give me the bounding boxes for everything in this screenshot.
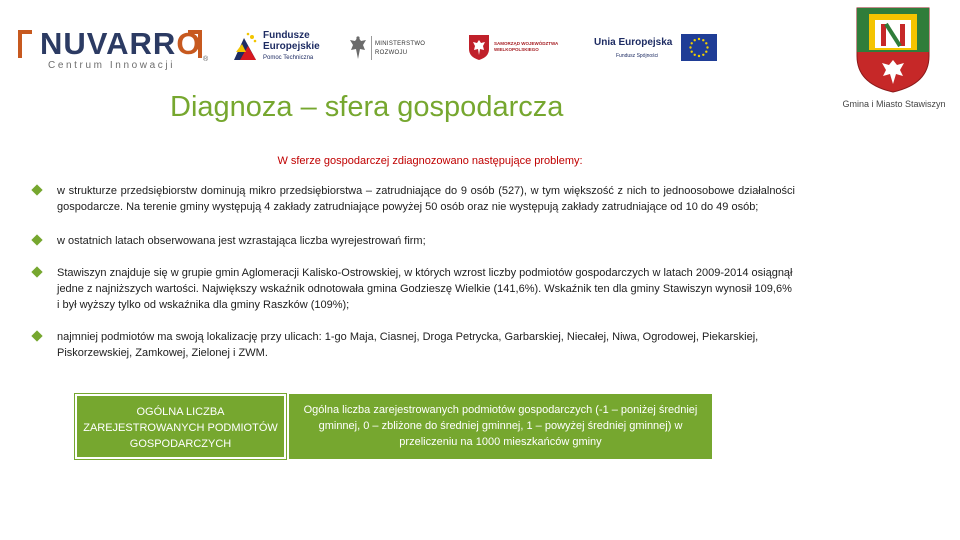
fe-line-2: Europejskie (263, 41, 320, 52)
legend-box-indicator: Ogólna liczba zarejestrowanych podmiotów gospodarczych (-1 – poniżej średniej gminnej, 0 – zbliżone do średniej gminnej, 1 – powyżej średniej gminnej) w przeliczeniu na 1000 mieszkańców gminy (289, 394, 712, 459)
registered-mark: ® (203, 56, 209, 63)
nuvarro-bracket-left (18, 30, 32, 58)
coat-of-arms-caption: Gmina i Miasto Stawiszyn (842, 99, 946, 109)
eu-flag-icon (681, 34, 717, 61)
list-item (30, 265, 795, 313)
fundusze-europejskie-logo (230, 28, 330, 68)
wlkp-line-1: SAMORZĄD WOJEWÓDZTWA (494, 41, 559, 46)
fundusze-europejskie-icon (232, 30, 258, 64)
diamond-bullet-icon (31, 184, 42, 195)
intro-text: W sferze gospodarczej zdiagnozowano następujące problemy: (277, 155, 583, 167)
fe-title (263, 30, 320, 52)
nuvarro-wordmark-main: NUVARR (40, 26, 177, 61)
list-item-text: w ostatnich latach obserwowana jest wzrastająca liczba wyrejestrowań firm; (57, 235, 426, 247)
fe-subtitle: Pomoc Techniczna (263, 55, 314, 61)
nuvarro-wordmark (40, 26, 201, 62)
page-title: Diagnoza – sfera gospodarcza (170, 91, 564, 123)
wlkp-text (494, 41, 558, 53)
ue-title: Unia Europejska (594, 37, 673, 48)
list-item-text: Stawiszyn znajduje się w grupie gmin Aglomeracji Kalisko-Ostrowskiej, w których wzrost liczby podmiotów gospodarczych w latach 2009-2014 osiągnął jedne z najniższych wartości. Największy wskaźnik odnotowała gmina Godzieszę Wielkie (141,6%). Wskaźnik ten dla gminy Stawiszyn wynosił 109,6% i był wyższy tylko od wskaźnika dla gminy Raszków (109%); (57, 267, 793, 311)
list-item (30, 183, 795, 215)
ministerstwo-rozwoju-logo (348, 34, 448, 66)
bullet-list (30, 183, 795, 377)
nuvarro-logo (18, 26, 213, 70)
nuvarro-bracket-right (188, 30, 202, 58)
nuvarro-subtitle: Centrum Innowacji (48, 60, 176, 71)
diamond-bullet-icon (31, 330, 42, 341)
list-item (30, 233, 795, 249)
list-item-text: najmniej podmiotów ma swoją lokalizację przy ulicach: 1-go Maja, Ciasnej, Droga Petrycka, Garbarskiej, Niecałej, Niwa, Ogrodowej, Piekarskiej, Piskorzewskiej, Zamkowej, Zielonej i ZWM. (57, 331, 759, 359)
samorzad-wielkopolski-logo (468, 34, 578, 64)
list-item (30, 329, 795, 361)
fe-line-1: Fundusze (263, 30, 310, 41)
unia-europejska-logo (594, 33, 724, 65)
ue-subtitle: Fundusz Spójności (616, 53, 659, 59)
wlkp-line-2: WIELKOPOLSKIEGO (494, 47, 539, 52)
list-item-text: w strukturze przedsiębiorstw dominują mikro przedsiębiorstwa – zatrudniające do 9 osób (527), w tym większość z nich to jednoosobowe działalności gospodarcze. Na terenie gminy występują 4 zakłady zatrudniające powyżej 50 osób oraz nie występują zakłady zatrudniające od 10 do 49 osób; (57, 185, 795, 213)
mr-line-1: MINISTERSTWO (375, 41, 426, 47)
eagle-emblem-icon (348, 34, 368, 62)
diamond-bullet-icon (31, 266, 42, 277)
diamond-bullet-icon (31, 234, 42, 245)
wielkopolska-shield-icon (468, 34, 490, 61)
mr-line-2: ROZWOJU (375, 50, 408, 56)
nuvarro-wordmark-o: O (176, 26, 202, 61)
coat-of-arms-icon (855, 6, 931, 94)
legend-box-total: OGÓLNA LICZBA ZAREJESTROWANYCH PODMIOTÓW GOSPODARCZYCH (75, 394, 286, 459)
logo-divider (371, 36, 372, 60)
mr-text (375, 40, 425, 58)
